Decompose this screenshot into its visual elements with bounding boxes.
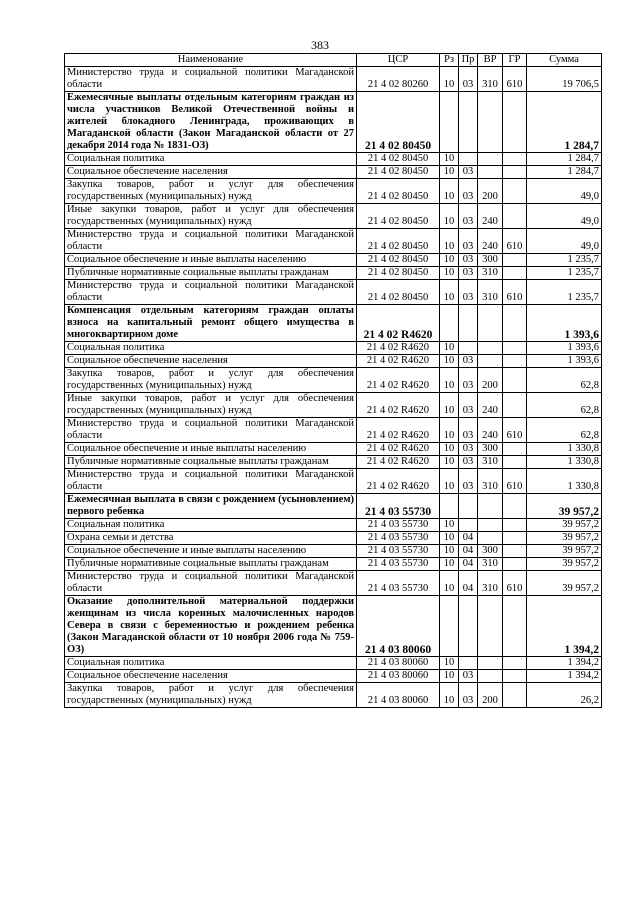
cell-csr: 21 4 02 R4620 xyxy=(357,368,440,393)
cell-rz: 10 xyxy=(440,166,459,179)
cell-sum: 1 284,7 xyxy=(527,153,602,166)
table-row xyxy=(65,469,602,494)
cell-name: Публичные нормативные социальные выплаты гражданам xyxy=(65,267,357,280)
cell-sum: 62,8 xyxy=(527,368,602,393)
header-name: Наименование xyxy=(65,54,357,67)
cell-gr xyxy=(503,657,527,670)
cell-name: Ежемесячные выплаты отдельным категориям граждан из числа участников Великой Отечественной войны и жителей блокадного Ленинграда, проживающих в Магаданской области (Закон Магаданской области от 27 декабря 2014 года № 1831-ОЗ) xyxy=(65,92,357,153)
cell-sum: 39 957,2 xyxy=(527,558,602,571)
header-vr: ВР xyxy=(478,54,503,67)
cell-pr xyxy=(459,596,478,657)
cell-csr: 21 4 02 80450 xyxy=(357,267,440,280)
cell-vr xyxy=(478,596,503,657)
table-row-section xyxy=(65,305,602,342)
cell-name: Социальная политика xyxy=(65,519,357,532)
cell-vr: 240 xyxy=(478,204,503,229)
cell-name: Социальная политика xyxy=(65,342,357,355)
cell-pr: 03 xyxy=(459,204,478,229)
cell-pr xyxy=(459,153,478,166)
cell-pr: 04 xyxy=(459,545,478,558)
cell-name: Закупка товаров, работ и услуг для обеспечения государственных (муниципальных) нужд xyxy=(65,179,357,204)
cell-gr xyxy=(503,368,527,393)
table-row xyxy=(65,532,602,545)
cell-csr: 21 4 02 80450 xyxy=(357,254,440,267)
table-row xyxy=(65,418,602,443)
table-row-section xyxy=(65,92,602,153)
cell-csr: 21 4 02 80450 xyxy=(357,229,440,254)
cell-pr xyxy=(459,657,478,670)
header-csr: ЦСР xyxy=(357,54,440,67)
cell-name: Социальное обеспечение населения xyxy=(65,355,357,368)
cell-vr xyxy=(478,670,503,683)
cell-pr: 03 xyxy=(459,469,478,494)
cell-pr: 03 xyxy=(459,443,478,456)
cell-gr xyxy=(503,670,527,683)
cell-gr: 610 xyxy=(503,67,527,92)
cell-name: Министерство труда и социальной политики Магаданской области xyxy=(65,571,357,596)
cell-rz xyxy=(440,305,459,342)
cell-sum: 49,0 xyxy=(527,229,602,254)
table-row xyxy=(65,267,602,280)
cell-csr: 21 4 03 80060 xyxy=(357,670,440,683)
cell-sum: 49,0 xyxy=(527,204,602,229)
cell-rz xyxy=(440,92,459,153)
table-row xyxy=(65,519,602,532)
cell-rz: 10 xyxy=(440,368,459,393)
cell-csr: 21 4 02 80450 xyxy=(357,166,440,179)
cell-csr: 21 4 02 R4620 xyxy=(357,418,440,443)
cell-sum: 1 394,2 xyxy=(527,670,602,683)
cell-gr xyxy=(503,545,527,558)
table-row xyxy=(65,657,602,670)
cell-pr: 03 xyxy=(459,393,478,418)
cell-pr xyxy=(459,305,478,342)
cell-sum: 39 957,2 xyxy=(527,532,602,545)
cell-pr: 03 xyxy=(459,418,478,443)
cell-vr: 310 xyxy=(478,571,503,596)
cell-rz: 10 xyxy=(440,519,459,532)
cell-pr: 04 xyxy=(459,532,478,545)
cell-sum: 1 393,6 xyxy=(527,355,602,368)
cell-vr: 300 xyxy=(478,443,503,456)
table-row xyxy=(65,280,602,305)
cell-rz: 10 xyxy=(440,229,459,254)
cell-vr: 240 xyxy=(478,418,503,443)
cell-rz: 10 xyxy=(440,267,459,280)
table-row xyxy=(65,153,602,166)
cell-csr: 21 4 02 R4620 xyxy=(357,393,440,418)
cell-rz: 10 xyxy=(440,67,459,92)
cell-csr: 21 4 02 80450 xyxy=(357,204,440,229)
table-row xyxy=(65,571,602,596)
cell-pr: 03 xyxy=(459,683,478,708)
cell-csr: 21 4 02 80450 xyxy=(357,92,440,153)
table-row xyxy=(65,229,602,254)
cell-csr: 21 4 03 80060 xyxy=(357,683,440,708)
cell-gr xyxy=(503,153,527,166)
table-row xyxy=(65,443,602,456)
cell-vr: 310 xyxy=(478,267,503,280)
header-gr: ГР xyxy=(503,54,527,67)
cell-rz: 10 xyxy=(440,355,459,368)
cell-pr: 03 xyxy=(459,456,478,469)
cell-csr: 21 4 02 80260 xyxy=(357,67,440,92)
cell-sum: 26,2 xyxy=(527,683,602,708)
cell-vr xyxy=(478,519,503,532)
cell-pr: 04 xyxy=(459,571,478,596)
cell-pr: 03 xyxy=(459,67,478,92)
cell-csr: 21 4 03 55730 xyxy=(357,558,440,571)
cell-gr xyxy=(503,204,527,229)
cell-pr xyxy=(459,494,478,519)
cell-gr xyxy=(503,166,527,179)
cell-sum: 1 394,2 xyxy=(527,596,602,657)
cell-name: Публичные нормативные социальные выплаты гражданам xyxy=(65,558,357,571)
table-row xyxy=(65,204,602,229)
cell-name: Министерство труда и социальной политики Магаданской области xyxy=(65,418,357,443)
cell-name: Министерство труда и социальной политики Магаданской области xyxy=(65,280,357,305)
cell-name: Социальное обеспечение и иные выплаты населению xyxy=(65,545,357,558)
cell-rz: 10 xyxy=(440,393,459,418)
cell-sum: 19 706,5 xyxy=(527,67,602,92)
cell-name: Закупка товаров, работ и услуг для обеспечения государственных (муниципальных) нужд xyxy=(65,683,357,708)
page-number: 383 xyxy=(311,38,329,52)
cell-csr: 21 4 03 55730 xyxy=(357,545,440,558)
cell-vr xyxy=(478,657,503,670)
cell-gr: 610 xyxy=(503,418,527,443)
cell-sum: 1 235,7 xyxy=(527,280,602,305)
cell-gr xyxy=(503,305,527,342)
cell-rz: 10 xyxy=(440,179,459,204)
cell-vr: 310 xyxy=(478,280,503,305)
cell-name: Министерство труда и социальной политики Магаданской области xyxy=(65,229,357,254)
cell-gr: 610 xyxy=(503,229,527,254)
cell-pr: 03 xyxy=(459,179,478,204)
cell-name: Публичные нормативные социальные выплаты гражданам xyxy=(65,456,357,469)
table-row xyxy=(65,67,602,92)
cell-vr: 200 xyxy=(478,683,503,708)
cell-gr xyxy=(503,683,527,708)
cell-pr: 03 xyxy=(459,229,478,254)
cell-vr: 310 xyxy=(478,67,503,92)
cell-csr: 21 4 03 55730 xyxy=(357,532,440,545)
cell-vr: 300 xyxy=(478,545,503,558)
cell-rz: 10 xyxy=(440,204,459,229)
cell-gr xyxy=(503,92,527,153)
cell-sum: 62,8 xyxy=(527,418,602,443)
cell-sum: 1 235,7 xyxy=(527,254,602,267)
cell-rz: 10 xyxy=(440,443,459,456)
cell-name: Оказание дополнительной материальной поддержки женщинам из числа коренных малочисленных народов Севера в связи с беременностью и рождением ребенка (Закон Магаданской области от 10 ноября 2006 года № 759-ОЗ) xyxy=(65,596,357,657)
cell-rz: 10 xyxy=(440,280,459,305)
table-body xyxy=(65,67,602,708)
table-row-section xyxy=(65,596,602,657)
cell-sum: 1 235,7 xyxy=(527,267,602,280)
cell-gr: 610 xyxy=(503,280,527,305)
cell-gr xyxy=(503,519,527,532)
cell-csr: 21 4 02 R4620 xyxy=(357,456,440,469)
cell-gr xyxy=(503,393,527,418)
cell-csr: 21 4 02 R4620 xyxy=(357,469,440,494)
table-row xyxy=(65,545,602,558)
table-row xyxy=(65,558,602,571)
cell-rz: 10 xyxy=(440,558,459,571)
cell-gr xyxy=(503,494,527,519)
cell-vr xyxy=(478,166,503,179)
cell-sum: 1 284,7 xyxy=(527,92,602,153)
cell-pr: 03 xyxy=(459,355,478,368)
cell-sum: 39 957,2 xyxy=(527,545,602,558)
cell-pr xyxy=(459,519,478,532)
cell-pr: 03 xyxy=(459,267,478,280)
cell-gr xyxy=(503,355,527,368)
cell-vr: 200 xyxy=(478,179,503,204)
cell-gr xyxy=(503,596,527,657)
table-row xyxy=(65,456,602,469)
cell-name: Закупка товаров, работ и услуг для обеспечения государственных (муниципальных) нужд xyxy=(65,368,357,393)
cell-gr xyxy=(503,456,527,469)
cell-pr: 03 xyxy=(459,670,478,683)
cell-gr xyxy=(503,443,527,456)
cell-csr: 21 4 03 80060 xyxy=(357,596,440,657)
cell-name: Социальное обеспечение населения xyxy=(65,166,357,179)
cell-name: Социальное обеспечение населения xyxy=(65,670,357,683)
cell-vr: 240 xyxy=(478,393,503,418)
cell-rz: 10 xyxy=(440,254,459,267)
table-row xyxy=(65,393,602,418)
table-row xyxy=(65,179,602,204)
cell-csr: 21 4 02 80450 xyxy=(357,153,440,166)
cell-rz xyxy=(440,494,459,519)
cell-vr: 200 xyxy=(478,368,503,393)
cell-vr: 310 xyxy=(478,456,503,469)
cell-rz: 10 xyxy=(440,456,459,469)
cell-rz: 10 xyxy=(440,153,459,166)
cell-rz: 10 xyxy=(440,657,459,670)
cell-vr xyxy=(478,153,503,166)
header-rz: Рз xyxy=(440,54,459,67)
cell-sum: 1 330,8 xyxy=(527,456,602,469)
cell-rz: 10 xyxy=(440,683,459,708)
cell-gr xyxy=(503,342,527,355)
cell-sum: 1 394,2 xyxy=(527,657,602,670)
cell-gr xyxy=(503,558,527,571)
cell-sum: 1 330,8 xyxy=(527,443,602,456)
cell-sum: 49,0 xyxy=(527,179,602,204)
table-row-section xyxy=(65,494,602,519)
cell-vr: 300 xyxy=(478,254,503,267)
cell-name: Иные закупки товаров, работ и услуг для обеспечения государственных (муниципальных) нужд xyxy=(65,204,357,229)
cell-csr: 21 4 02 80450 xyxy=(357,179,440,204)
cell-csr: 21 4 02 R4620 xyxy=(357,342,440,355)
cell-csr: 21 4 02 R4620 xyxy=(357,355,440,368)
cell-rz: 10 xyxy=(440,418,459,443)
table-row xyxy=(65,368,602,393)
cell-rz: 10 xyxy=(440,545,459,558)
cell-name: Министерство труда и социальной политики Магаданской области xyxy=(65,67,357,92)
cell-rz: 10 xyxy=(440,670,459,683)
cell-pr: 03 xyxy=(459,280,478,305)
cell-vr: 240 xyxy=(478,229,503,254)
cell-sum: 1 284,7 xyxy=(527,166,602,179)
cell-sum: 62,8 xyxy=(527,393,602,418)
cell-name: Социальная политика xyxy=(65,153,357,166)
table-row xyxy=(65,342,602,355)
cell-vr: 310 xyxy=(478,469,503,494)
table-row xyxy=(65,166,602,179)
header-pr: Пр xyxy=(459,54,478,67)
cell-name: Социальная политика xyxy=(65,657,357,670)
cell-name: Социальное обеспечение и иные выплаты населению xyxy=(65,443,357,456)
cell-csr: 21 4 02 R4620 xyxy=(357,305,440,342)
cell-gr: 610 xyxy=(503,571,527,596)
cell-vr xyxy=(478,342,503,355)
cell-pr xyxy=(459,342,478,355)
cell-rz: 10 xyxy=(440,469,459,494)
cell-vr xyxy=(478,494,503,519)
cell-gr xyxy=(503,179,527,204)
cell-sum: 39 957,2 xyxy=(527,571,602,596)
cell-sum: 39 957,2 xyxy=(527,494,602,519)
cell-rz: 10 xyxy=(440,532,459,545)
cell-pr: 04 xyxy=(459,558,478,571)
cell-vr xyxy=(478,305,503,342)
cell-pr: 03 xyxy=(459,166,478,179)
budget-table xyxy=(64,53,602,708)
cell-gr xyxy=(503,254,527,267)
cell-gr xyxy=(503,532,527,545)
cell-rz xyxy=(440,596,459,657)
cell-rz: 10 xyxy=(440,342,459,355)
cell-gr xyxy=(503,267,527,280)
cell-name: Министерство труда и социальной политики Магаданской области xyxy=(65,469,357,494)
cell-csr: 21 4 03 55730 xyxy=(357,494,440,519)
table-row xyxy=(65,683,602,708)
cell-vr xyxy=(478,532,503,545)
table-row xyxy=(65,355,602,368)
header-sum: Сумма xyxy=(527,54,602,67)
cell-pr: 03 xyxy=(459,368,478,393)
cell-csr: 21 4 03 55730 xyxy=(357,519,440,532)
cell-name: Компенсация отдельным категориям граждан оплаты взноса на капитальный ремонт общего имущества в многоквартирном доме xyxy=(65,305,357,342)
cell-csr: 21 4 03 55730 xyxy=(357,571,440,596)
table-row xyxy=(65,670,602,683)
cell-gr: 610 xyxy=(503,469,527,494)
cell-csr: 21 4 03 80060 xyxy=(357,657,440,670)
table-header-row xyxy=(65,54,602,67)
cell-pr xyxy=(459,92,478,153)
cell-sum: 1 393,6 xyxy=(527,342,602,355)
cell-sum: 39 957,2 xyxy=(527,519,602,532)
cell-name: Охрана семьи и детства xyxy=(65,532,357,545)
cell-csr: 21 4 02 R4620 xyxy=(357,443,440,456)
cell-csr: 21 4 02 80450 xyxy=(357,280,440,305)
cell-rz: 10 xyxy=(440,571,459,596)
cell-sum: 1 330,8 xyxy=(527,469,602,494)
cell-name: Иные закупки товаров, работ и услуг для обеспечения государственных (муниципальных) нужд xyxy=(65,393,357,418)
table-row xyxy=(65,254,602,267)
cell-vr: 310 xyxy=(478,558,503,571)
cell-pr: 03 xyxy=(459,254,478,267)
cell-name: Ежемесячная выплата в связи с рождением (усыновлением) первого ребенка xyxy=(65,494,357,519)
cell-vr xyxy=(478,355,503,368)
cell-name: Социальное обеспечение и иные выплаты населению xyxy=(65,254,357,267)
cell-sum: 1 393,6 xyxy=(527,305,602,342)
cell-vr xyxy=(478,92,503,153)
